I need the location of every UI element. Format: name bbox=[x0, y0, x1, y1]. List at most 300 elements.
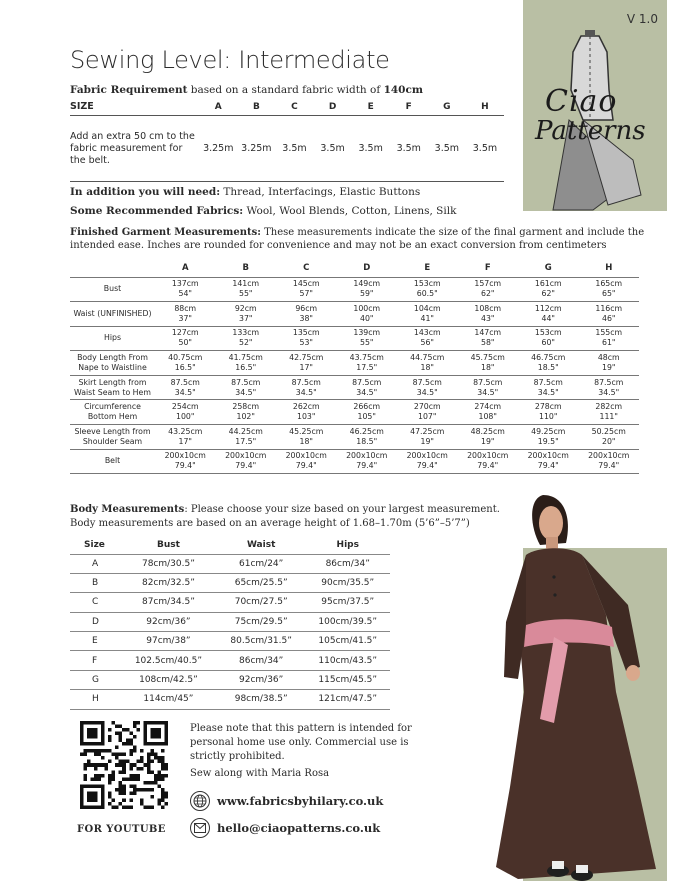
measurement-cm: 200x10cm bbox=[346, 451, 388, 461]
measurement-cell bbox=[276, 375, 337, 400]
measurement-in: 34.5" bbox=[356, 387, 378, 397]
measurement-cell bbox=[276, 277, 337, 302]
size-col: D bbox=[363, 263, 371, 274]
table-row bbox=[70, 670, 390, 689]
measurement-cm: 87.5cm bbox=[231, 377, 261, 387]
body-table-header bbox=[70, 537, 390, 554]
table-row bbox=[70, 375, 639, 400]
measurement-in: 108" bbox=[478, 412, 497, 422]
mail-icon bbox=[190, 818, 210, 838]
measurement-in: 61" bbox=[601, 338, 616, 348]
hips-cell: 90cm/35.5” bbox=[305, 573, 390, 592]
measurement-cell bbox=[276, 449, 337, 474]
fabric-value: 3.5m bbox=[434, 143, 460, 154]
recommended-label: Some Recommended Fabrics: bbox=[70, 205, 244, 217]
measurement-cm: 49.25cm bbox=[531, 426, 566, 436]
measurement-cell bbox=[337, 302, 398, 327]
measurement-in: 62" bbox=[480, 289, 495, 299]
hips-cell: 86cm/34” bbox=[305, 554, 390, 573]
measurement-in: 19" bbox=[601, 363, 616, 373]
measurement-cm: 88cm bbox=[174, 303, 197, 313]
measurement-in: 65" bbox=[601, 289, 616, 299]
measurement-in: 37" bbox=[178, 313, 192, 323]
measurement-cell bbox=[458, 302, 519, 327]
usage-note-line: personal home use only. Commercial use is bbox=[190, 737, 409, 748]
version-label: V 1.0 bbox=[626, 12, 658, 26]
measurement-cell bbox=[397, 400, 458, 425]
measurement-in: 79.4" bbox=[477, 461, 499, 471]
measurement-cm: 47.25cm bbox=[410, 426, 445, 436]
measurement-cell bbox=[518, 277, 579, 302]
measurement-cell bbox=[397, 351, 458, 376]
addition-text: Thread, Interfacings, Elastic Buttons bbox=[220, 186, 421, 198]
measurement-cm: 149cm bbox=[353, 279, 381, 289]
measurement-cm: 87.5cm bbox=[291, 377, 321, 387]
measurement-in: 37" bbox=[238, 313, 253, 323]
email-text[interactable]: hello@ciaopatterns.co.uk bbox=[217, 821, 381, 835]
usage-note-line: strictly prohibited. bbox=[190, 751, 285, 762]
measurement-cm: 116cm bbox=[595, 303, 623, 313]
hips-header: Hips bbox=[336, 540, 359, 551]
measurement-in: 18" bbox=[299, 436, 313, 446]
measurement-cell bbox=[216, 375, 277, 400]
measurement-cell bbox=[518, 375, 579, 400]
measurement-in: 18" bbox=[480, 363, 495, 373]
measurement-cm: 48cm bbox=[597, 353, 620, 363]
measurement-cm: 274cm bbox=[474, 402, 502, 412]
measurement-cm: 45.75cm bbox=[470, 353, 505, 363]
hips-cell: 110cm/43.5” bbox=[305, 651, 390, 670]
measurement-cm: 143cm bbox=[413, 328, 441, 338]
measurement-cm: 87.5cm bbox=[412, 377, 442, 387]
measurement-cell bbox=[518, 400, 579, 425]
fabric-value: 3.5m bbox=[472, 143, 498, 154]
measurement-cell bbox=[216, 277, 277, 302]
size-cell: E bbox=[70, 632, 120, 651]
measurement-cell bbox=[458, 449, 519, 474]
measurement-in: 18.5" bbox=[537, 363, 559, 373]
usage-note bbox=[190, 722, 430, 764]
measurement-cm: 104cm bbox=[413, 303, 441, 313]
measurement-in: 52" bbox=[238, 338, 253, 348]
measurement-cm: 157cm bbox=[474, 279, 502, 289]
addition-line bbox=[70, 186, 420, 198]
finished-line-1 bbox=[70, 227, 644, 238]
table-row bbox=[70, 400, 639, 425]
fabric-value: 3.25m bbox=[203, 143, 234, 154]
measurement-cm: 266cm bbox=[353, 402, 381, 412]
size-cell: D bbox=[70, 612, 120, 631]
size-cell: C bbox=[70, 593, 120, 612]
fabric-value: 3.5m bbox=[282, 143, 307, 154]
logo-panel bbox=[523, 0, 667, 211]
measurement-cm: 44.25cm bbox=[228, 426, 263, 436]
table-row bbox=[70, 277, 639, 302]
row-label bbox=[70, 326, 155, 351]
measurement-cm: 42.75cm bbox=[289, 353, 324, 363]
row-label-line: Bust bbox=[103, 284, 122, 294]
measurement-cell bbox=[155, 425, 216, 450]
fabric-table-header bbox=[70, 100, 504, 116]
measurement-cell bbox=[276, 425, 337, 450]
measurement-in: 34.5" bbox=[477, 387, 499, 397]
measurement-cell bbox=[397, 425, 458, 450]
body-table-body bbox=[70, 554, 390, 709]
measurement-cm: 153cm bbox=[534, 328, 562, 338]
row-label-line: Hips bbox=[103, 333, 122, 343]
size-cell: F bbox=[70, 651, 120, 670]
measurement-in: 34.5" bbox=[235, 387, 257, 397]
table-row bbox=[70, 690, 390, 709]
waist-header: Waist bbox=[246, 540, 276, 551]
row-label-line: Skirt Length from bbox=[78, 377, 147, 387]
table-row bbox=[70, 554, 390, 573]
waist-cell: 92cm/36” bbox=[217, 670, 306, 689]
measurement-in: 34.5" bbox=[416, 387, 438, 397]
fabric-row-label-line: fabric measurement for bbox=[70, 142, 183, 154]
measurement-cell bbox=[458, 425, 519, 450]
measurement-in: 34.5" bbox=[537, 387, 559, 397]
measurement-cm: 40.75cm bbox=[168, 353, 203, 363]
size-col: B bbox=[252, 102, 260, 112]
row-label-line: Waist Seam to Hem bbox=[74, 387, 151, 397]
measurement-cm: 41.75cm bbox=[228, 353, 263, 363]
measurement-cell bbox=[518, 449, 579, 474]
fabric-table bbox=[70, 100, 504, 182]
size-col: A bbox=[181, 263, 189, 274]
measurement-cm: 46.75cm bbox=[531, 353, 566, 363]
size-cell: A bbox=[70, 554, 120, 573]
measurement-in: 53" bbox=[299, 338, 313, 348]
measurement-in: 57" bbox=[299, 289, 313, 299]
measurement-cell bbox=[216, 326, 277, 351]
measurement-in: 103" bbox=[297, 412, 316, 422]
measurement-cell bbox=[337, 277, 398, 302]
measurement-cell bbox=[579, 449, 640, 474]
measurement-in: 59" bbox=[359, 289, 374, 299]
garment-table-body bbox=[70, 277, 639, 474]
hips-cell: 121cm/47.5” bbox=[305, 690, 390, 709]
measurement-in: 55" bbox=[359, 338, 374, 348]
measurement-cm: 108cm bbox=[474, 303, 502, 313]
recommended-line bbox=[70, 205, 456, 217]
size-cell: G bbox=[70, 670, 120, 689]
garment-measurements-table bbox=[70, 260, 639, 474]
measurement-cell bbox=[337, 400, 398, 425]
measurement-cell bbox=[579, 302, 640, 327]
measurement-cm: 87.5cm bbox=[352, 377, 382, 387]
measurement-cm: 45.25cm bbox=[289, 426, 324, 436]
measurement-in: 41" bbox=[420, 313, 434, 323]
website-link[interactable] bbox=[190, 791, 383, 811]
measurement-cm: 87.5cm bbox=[594, 377, 624, 387]
measurement-cell bbox=[458, 351, 519, 376]
measurement-in: 34.5" bbox=[174, 387, 196, 397]
measurement-cell bbox=[276, 326, 337, 351]
measurement-cm: 127cm bbox=[171, 328, 199, 338]
measurement-in: 55" bbox=[238, 289, 253, 299]
waist-cell: 70cm/27.5” bbox=[217, 593, 306, 612]
hips-cell: 95cm/37.5” bbox=[305, 593, 390, 612]
row-label bbox=[70, 400, 155, 425]
size-col: F bbox=[484, 263, 491, 274]
qr-code[interactable] bbox=[80, 721, 168, 809]
fabric-value: 3.5m bbox=[320, 143, 345, 154]
body-text-1: : Please choose your size based on your largest measurement. bbox=[184, 504, 500, 515]
measurement-cm: 200x10cm bbox=[467, 451, 509, 461]
table-row bbox=[70, 449, 639, 474]
measurement-cell bbox=[155, 375, 216, 400]
fabric-row-label bbox=[70, 131, 199, 167]
measurement-cm: 44.75cm bbox=[410, 353, 445, 363]
measurement-cell bbox=[216, 400, 277, 425]
fabric-width: 140cm bbox=[383, 84, 423, 96]
measurement-in: 50" bbox=[178, 338, 192, 348]
measurement-in: 105" bbox=[357, 412, 376, 422]
measurement-cell bbox=[337, 375, 398, 400]
fabric-requirement-label: Fabric Requirement bbox=[70, 84, 188, 96]
size-col: G bbox=[443, 102, 451, 112]
waist-cell: 98cm/38.5” bbox=[217, 690, 306, 709]
garment-table-header bbox=[70, 260, 639, 277]
table-row bbox=[70, 351, 639, 376]
table-row bbox=[70, 326, 639, 351]
size-cell: B bbox=[70, 573, 120, 592]
measurement-cm: 139cm bbox=[353, 328, 381, 338]
size-col: D bbox=[328, 102, 337, 112]
waist-cell: 80.5cm/31.5” bbox=[217, 632, 306, 651]
fabric-value: 3.25m bbox=[241, 143, 272, 154]
fabric-value: 3.5m bbox=[358, 143, 383, 154]
measurement-in: 79.4" bbox=[416, 461, 438, 471]
email-link[interactable] bbox=[190, 818, 380, 838]
measurement-cell bbox=[397, 326, 458, 351]
size-col: A bbox=[214, 102, 222, 112]
row-label bbox=[70, 425, 155, 450]
fabric-requirement-line bbox=[70, 84, 423, 96]
row-label-line: Body Length From bbox=[77, 353, 148, 363]
measurement-in: 17" bbox=[299, 363, 313, 373]
bust-header: Bust bbox=[156, 540, 180, 551]
measurement-cm: 135cm bbox=[292, 328, 320, 338]
measurement-in: 107" bbox=[418, 412, 437, 422]
measurement-cell bbox=[337, 425, 398, 450]
measurement-cell bbox=[458, 400, 519, 425]
measurement-cm: 133cm bbox=[232, 328, 260, 338]
size-cell: H bbox=[70, 690, 120, 709]
row-label-line: Nape to Waistline bbox=[78, 363, 147, 373]
measurement-cell bbox=[216, 449, 277, 474]
body-measurements-table bbox=[70, 537, 390, 710]
size-col: B bbox=[242, 263, 249, 274]
measurement-cell bbox=[397, 375, 458, 400]
measurement-cell bbox=[216, 302, 277, 327]
measurement-cm: 258cm bbox=[232, 402, 260, 412]
body-line-1 bbox=[70, 504, 500, 515]
hips-cell: 115cm/45.5” bbox=[305, 670, 390, 689]
measurement-in: 79.4" bbox=[598, 461, 620, 471]
row-label-line: Circumference bbox=[84, 402, 141, 412]
measurement-in: 20" bbox=[601, 436, 616, 446]
table-row bbox=[70, 302, 639, 327]
measurement-cm: 254cm bbox=[171, 402, 199, 412]
hips-cell: 100cm/39.5” bbox=[305, 612, 390, 631]
measurement-in: 44" bbox=[541, 313, 555, 323]
measurement-in: 58" bbox=[480, 338, 495, 348]
measurement-cell bbox=[458, 375, 519, 400]
bust-cell: 108cm/42.5” bbox=[120, 670, 217, 689]
bust-cell: 114cm/45” bbox=[120, 690, 217, 709]
measurement-cell bbox=[458, 277, 519, 302]
table-row bbox=[70, 612, 390, 631]
waist-cell: 75cm/29.5” bbox=[217, 612, 306, 631]
table-row bbox=[70, 573, 390, 592]
measurement-cm: 48.25cm bbox=[470, 426, 505, 436]
measurement-cell bbox=[276, 302, 337, 327]
measurement-cm: 100cm bbox=[353, 303, 381, 313]
measurement-cm: 46.25cm bbox=[349, 426, 384, 436]
for-youtube-label: FOR YOUTUBE bbox=[77, 824, 166, 835]
size-col: F bbox=[405, 102, 412, 112]
bust-cell: 87cm/34.5” bbox=[120, 593, 217, 612]
measurement-cm: 278cm bbox=[534, 402, 562, 412]
measurement-cm: 87.5cm bbox=[473, 377, 503, 387]
measurement-cell bbox=[579, 277, 640, 302]
size-col: H bbox=[605, 263, 613, 274]
measurement-in: 16.5" bbox=[174, 363, 196, 373]
measurement-cm: 43.25cm bbox=[168, 426, 203, 436]
measurement-cell bbox=[155, 400, 216, 425]
finished-label: Finished Garment Measurements: bbox=[70, 227, 261, 238]
measurement-cell bbox=[276, 400, 337, 425]
bust-cell: 102.5cm/40.5” bbox=[120, 651, 217, 670]
row-label bbox=[70, 375, 155, 400]
measurement-cm: 161cm bbox=[534, 279, 562, 289]
hips-cell: 105cm/41.5” bbox=[305, 632, 390, 651]
measurement-cell bbox=[579, 375, 640, 400]
measurement-cell bbox=[155, 449, 216, 474]
measurement-cm: 87.5cm bbox=[170, 377, 200, 387]
measurement-cell bbox=[276, 351, 337, 376]
measurement-cm: 50.25cm bbox=[591, 426, 626, 436]
measurement-in: 60.5" bbox=[416, 289, 438, 299]
measurement-cell bbox=[155, 351, 216, 376]
measurement-in: 19" bbox=[480, 436, 495, 446]
measurement-cm: 153cm bbox=[413, 279, 441, 289]
measurement-in: 43" bbox=[480, 313, 495, 323]
row-label-line: Shoulder Seam bbox=[82, 436, 143, 446]
measurement-cell bbox=[155, 326, 216, 351]
size-col: E bbox=[424, 263, 431, 274]
measurement-in: 79.4" bbox=[235, 461, 257, 471]
measurement-in: 18.5" bbox=[356, 436, 378, 446]
body-label: Body Measurements bbox=[70, 504, 185, 515]
measurement-in: 102" bbox=[236, 412, 255, 422]
measurement-cm: 137cm bbox=[171, 279, 199, 289]
model-photo bbox=[488, 487, 678, 887]
body-line-2: Body measurements are based on an average height of 1.68–1.70m (5’6”–5’7”) bbox=[70, 518, 470, 529]
measurement-in: 46" bbox=[601, 313, 616, 323]
measurement-in: 16.5" bbox=[235, 363, 257, 373]
size-col: H bbox=[481, 102, 489, 112]
measurement-cm: 147cm bbox=[474, 328, 502, 338]
fabric-value: 3.5m bbox=[396, 143, 421, 154]
bust-cell: 78cm/30.5” bbox=[120, 554, 217, 573]
measurement-cm: 200x10cm bbox=[164, 451, 206, 461]
measurement-cm: 92cm bbox=[234, 303, 257, 313]
measurement-cell bbox=[155, 277, 216, 302]
measurement-cm: 200x10cm bbox=[588, 451, 630, 461]
measurement-cell bbox=[579, 425, 640, 450]
row-label bbox=[70, 302, 155, 327]
size-header: SIZE bbox=[70, 101, 94, 112]
measurement-cm: 155cm bbox=[595, 328, 623, 338]
row-label-line: Bottom Hem bbox=[87, 412, 138, 422]
row-label-line: Waist (UNFINISHED) bbox=[73, 308, 152, 318]
measurement-cm: 200x10cm bbox=[406, 451, 448, 461]
size-header: Size bbox=[84, 540, 105, 551]
measurement-cm: 112cm bbox=[534, 303, 562, 313]
measurement-cell bbox=[458, 326, 519, 351]
measurement-cm: 282cm bbox=[595, 402, 623, 412]
table-row bbox=[70, 425, 639, 450]
measurement-in: 18" bbox=[420, 363, 434, 373]
addition-label: In addition you will need: bbox=[70, 186, 221, 198]
measurement-in: 19.5" bbox=[537, 436, 559, 446]
fabric-requirement-text: based on a standard fabric width of bbox=[187, 84, 384, 96]
table-row bbox=[70, 651, 390, 670]
waist-cell: 86cm/34” bbox=[217, 651, 306, 670]
measurement-in: 79.4" bbox=[174, 461, 196, 471]
globe-icon bbox=[190, 791, 210, 811]
sew-along-text: Sew along with Maria Rosa bbox=[190, 768, 330, 779]
fabric-table-row bbox=[70, 116, 504, 182]
size-col: E bbox=[367, 102, 374, 112]
measurement-cell bbox=[397, 302, 458, 327]
website-text[interactable]: www.fabricsbyhilary.co.uk bbox=[217, 794, 384, 808]
measurement-cm: 96cm bbox=[295, 303, 318, 313]
table-row bbox=[70, 593, 390, 612]
measurement-in: 40" bbox=[359, 313, 374, 323]
measurement-cell bbox=[216, 425, 277, 450]
measurement-in: 79.4" bbox=[356, 461, 378, 471]
measurement-cm: 145cm bbox=[292, 279, 320, 289]
logo-word-patterns: Patterns bbox=[535, 116, 646, 146]
measurement-cell bbox=[579, 326, 640, 351]
waist-cell: 65cm/25.5” bbox=[217, 573, 306, 592]
measurement-cm: 270cm bbox=[413, 402, 441, 412]
measurement-in: 54" bbox=[178, 289, 192, 299]
measurement-cell bbox=[579, 351, 640, 376]
measurement-in: 19" bbox=[420, 436, 434, 446]
measurement-cell bbox=[397, 449, 458, 474]
logo-word-ciao: Ciao bbox=[545, 84, 618, 119]
measurement-cell bbox=[337, 351, 398, 376]
measurement-in: 34.5" bbox=[295, 387, 317, 397]
measurement-cell bbox=[155, 302, 216, 327]
measurement-in: 56" bbox=[420, 338, 434, 348]
measurement-in: 17.5" bbox=[356, 363, 378, 373]
fabric-row-label-line: Add an extra 50 cm to the bbox=[70, 130, 195, 142]
measurement-cell bbox=[518, 425, 579, 450]
measurement-cm: 200x10cm bbox=[225, 451, 267, 461]
measurement-cell bbox=[518, 326, 579, 351]
waist-cell: 61cm/24” bbox=[217, 554, 306, 573]
measurement-cm: 200x10cm bbox=[285, 451, 327, 461]
row-label-line: Sleeve Length from bbox=[74, 426, 151, 436]
finished-text-1: These measurements indicate the size of the final garment and include the bbox=[260, 227, 645, 238]
size-col: C bbox=[303, 263, 310, 274]
